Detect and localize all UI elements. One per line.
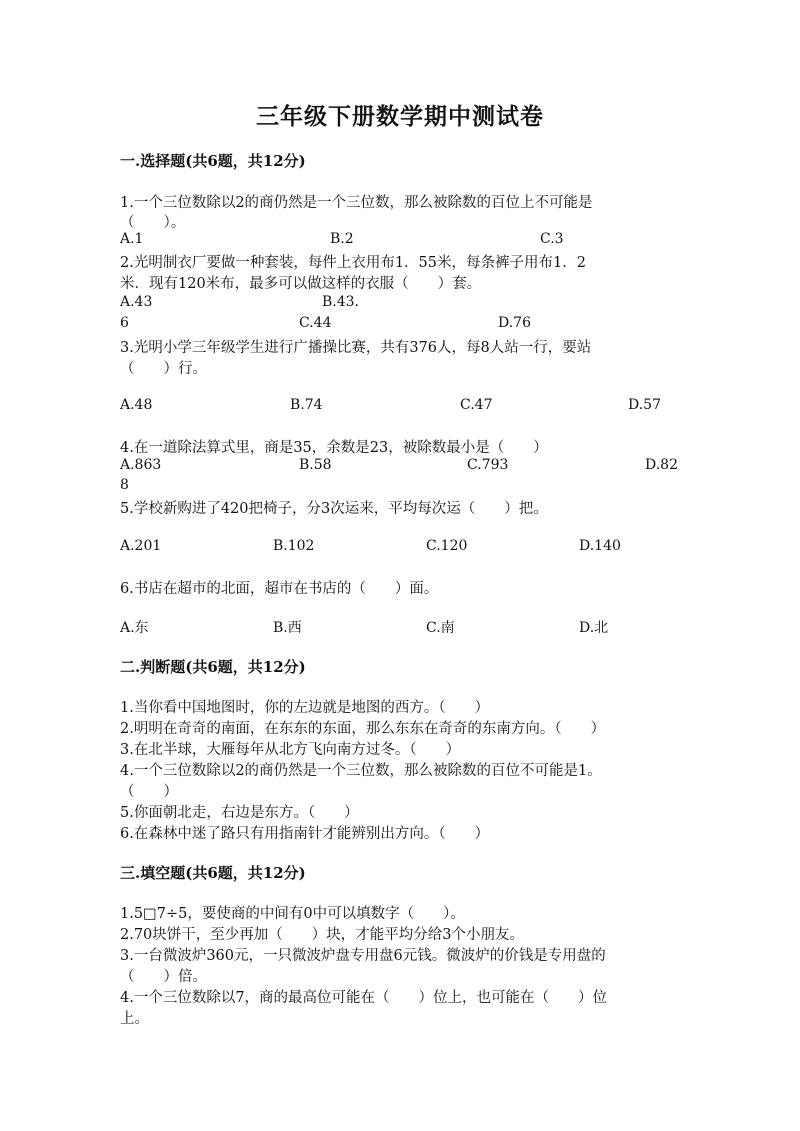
- judge-line: 5.你面朝北走，右边是东方。（ ）: [120, 805, 359, 821]
- fill-line: （ ）倍。: [120, 969, 207, 985]
- option-a: A.863: [120, 457, 162, 473]
- question-line: 5.学校新购进了420把椅子，分3次运来，平均每次运（ ）把。: [120, 501, 548, 517]
- judge-line: （ ）: [120, 784, 178, 800]
- question-line: 4.在一道除法算式里，商是35，余数是23，被除数最小是（ ）: [120, 440, 548, 456]
- fill-line: 4.一个三位数除以7，商的最高位可能在（ ）位上，也可能在（ ）位: [120, 990, 608, 1006]
- option-a: A.1: [120, 231, 144, 247]
- page-title: 三年级下册数学期中测试卷: [256, 103, 544, 130]
- option-a: A.43: [120, 294, 153, 310]
- judge-line: 3.在北半球，大雁每年从北方飞向南方过冬。（ ）: [120, 742, 461, 758]
- question-line: （ ）。: [120, 215, 186, 231]
- judge-line: 6.在森林中迷了路只有用指南针才能辨别出方向。（ ）: [120, 826, 490, 842]
- option-d: D.76: [498, 315, 531, 331]
- judge-line: 4.一个三位数除以2的商仍然是一个三位数，那么被除数的百位不可能是1。: [120, 763, 602, 779]
- option-b: B.102: [273, 538, 315, 554]
- option-a: A.48: [120, 397, 153, 413]
- option-c: C.南: [426, 620, 455, 636]
- option-c: C.793: [467, 457, 509, 473]
- fill-line: 1.5□7÷5，要使商的中间有0中可以填数字（ ）。: [120, 906, 465, 922]
- question-line: 米．现有120米布，最多可以做这样的衣服（ ）套。: [120, 276, 482, 292]
- option-b: B.43.: [322, 294, 360, 310]
- question-line: 2.光明制衣厂要做一种套装，每件上衣用布1．55米，每条裤子用布1．2: [120, 255, 586, 271]
- option-b: B.58: [299, 457, 332, 473]
- option-d: D.140: [579, 538, 621, 554]
- question-line: 1.一个三位数除以2的商仍然是一个三位数，那么被除数的百位上不可能是: [120, 195, 593, 211]
- section-heading-fill: 三.填空题(共6题，共12分): [120, 864, 306, 882]
- option-b: B.2: [330, 231, 354, 247]
- option-b-wrap: 6: [120, 315, 129, 331]
- question-line: 6.书店在超市的北面，超市在书店的（ ）面。: [120, 581, 439, 597]
- option-d: D.57: [628, 397, 661, 413]
- option-c: C.44: [299, 315, 332, 331]
- section-heading-judge: 二.判断题(共6题，共12分): [120, 658, 306, 676]
- option-b: B.74: [290, 397, 323, 413]
- option-d: D.北: [579, 620, 609, 636]
- option-c: C.120: [426, 538, 468, 554]
- question-line: 3.光明小学三年级学生进行广播操比赛，共有376人，每8人站一行，要站: [120, 340, 592, 356]
- judge-line: 1.当你看中国地图时，你的左边就是地图的西方。（ ）: [120, 700, 490, 716]
- option-d-wrap: 8: [120, 477, 129, 493]
- judge-line: 2.明明在奇奇的南面，在东东的东面，那么东东在奇奇的东南方向。（ ）: [120, 721, 606, 737]
- option-a: A.201: [120, 538, 162, 554]
- option-a: A.东: [120, 620, 149, 636]
- option-b: B.西: [273, 620, 302, 636]
- question-line: （ ）行。: [120, 361, 207, 377]
- fill-line: 2.70块饼干，至少再加（ ）块，才能平均分给3个小朋友。: [120, 927, 525, 943]
- option-c: C.47: [460, 397, 493, 413]
- option-c: C.3: [540, 231, 564, 247]
- fill-line: 上。: [120, 1011, 149, 1027]
- section-heading-choice: 一.选择题(共6题，共12分): [120, 152, 306, 170]
- fill-line: 3.一台微波炉360元，一只微波炉盘专用盘6元钱。微波炉的价钱是专用盘的: [120, 948, 606, 964]
- option-d: D.82: [645, 457, 678, 473]
